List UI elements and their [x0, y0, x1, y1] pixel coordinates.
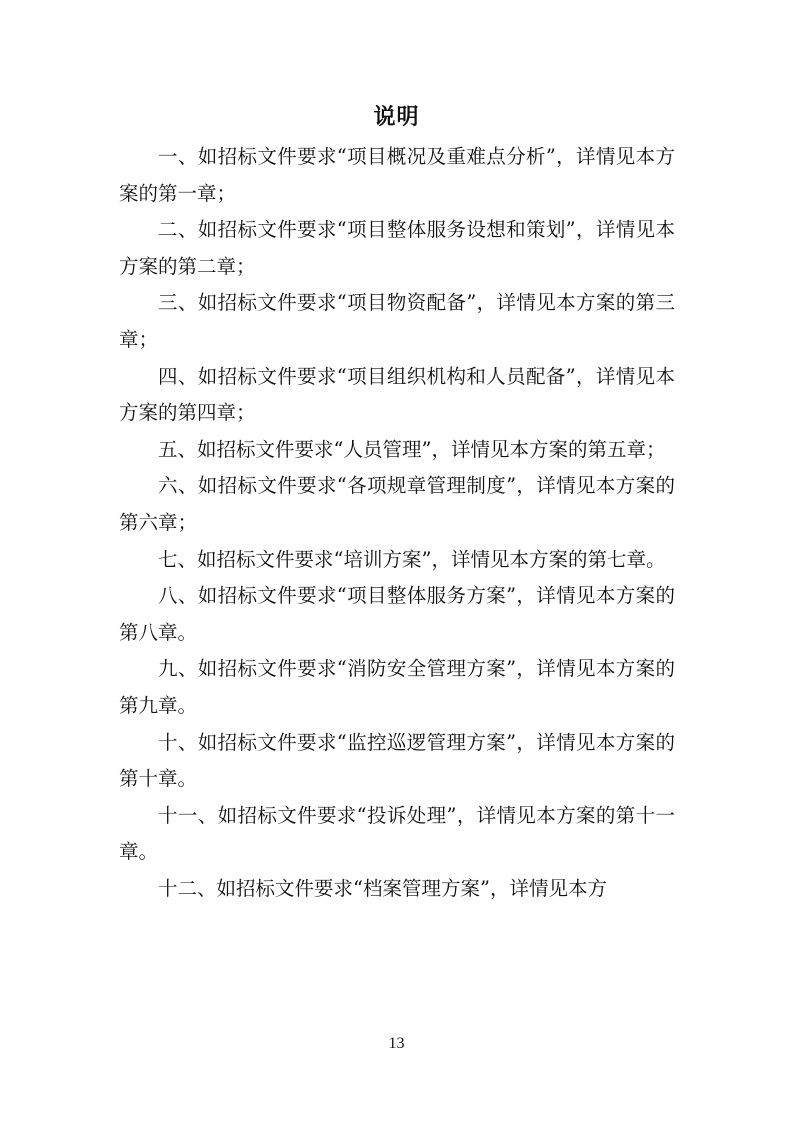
paragraph-5: 五、如招标文件要求“人员管理”，详情见本方案的第五章； [158, 437, 666, 461]
paragraph-8: 八、如招标文件要求“项目整体服务方案”，详情见本方案的第八章。 [119, 584, 675, 644]
paragraph-4: 四、如招标文件要求“项目组织机构和人员配备”，详情见本方案的第四章； [119, 364, 675, 425]
paragraph-11: 十一、如招标文件要求“投诉处理”，详情见本方案的第十一章。 [119, 803, 675, 864]
paragraph-2: 二、如招标文件要求“项目整体服务设想和策划”，详情见本方案的第二章； [119, 218, 675, 278]
paragraph-12: 十二、如招标文件要求“档案管理方案”，详情见本方 [158, 876, 607, 900]
paragraph-10: 十、如招标文件要求“监控巡逻管理方案”，详情见本方案的第十章。 [119, 730, 675, 791]
paragraph-1: 一、如招标文件要求“项目概况及重难点分析”，详情见本方案的第一章； [119, 145, 675, 205]
paragraph-3: 三、如招标文件要求“项目物资配备”，详情见本方案的第三章； [119, 291, 675, 351]
paragraph-6: 六、如招标文件要求“各项规章管理制度”，详情见本方案的第六章； [119, 474, 675, 534]
paragraph-9: 九、如招标文件要求“消防安全管理方案”，详情见本方案的第九章。 [119, 657, 675, 717]
paragraph-7: 七、如招标文件要求“培训方案”，详情见本方案的第七章。 [158, 547, 666, 571]
page-number: 13 [388, 1035, 405, 1052]
page-title: 说明 [373, 104, 420, 130]
body-text [119, 139, 675, 907]
